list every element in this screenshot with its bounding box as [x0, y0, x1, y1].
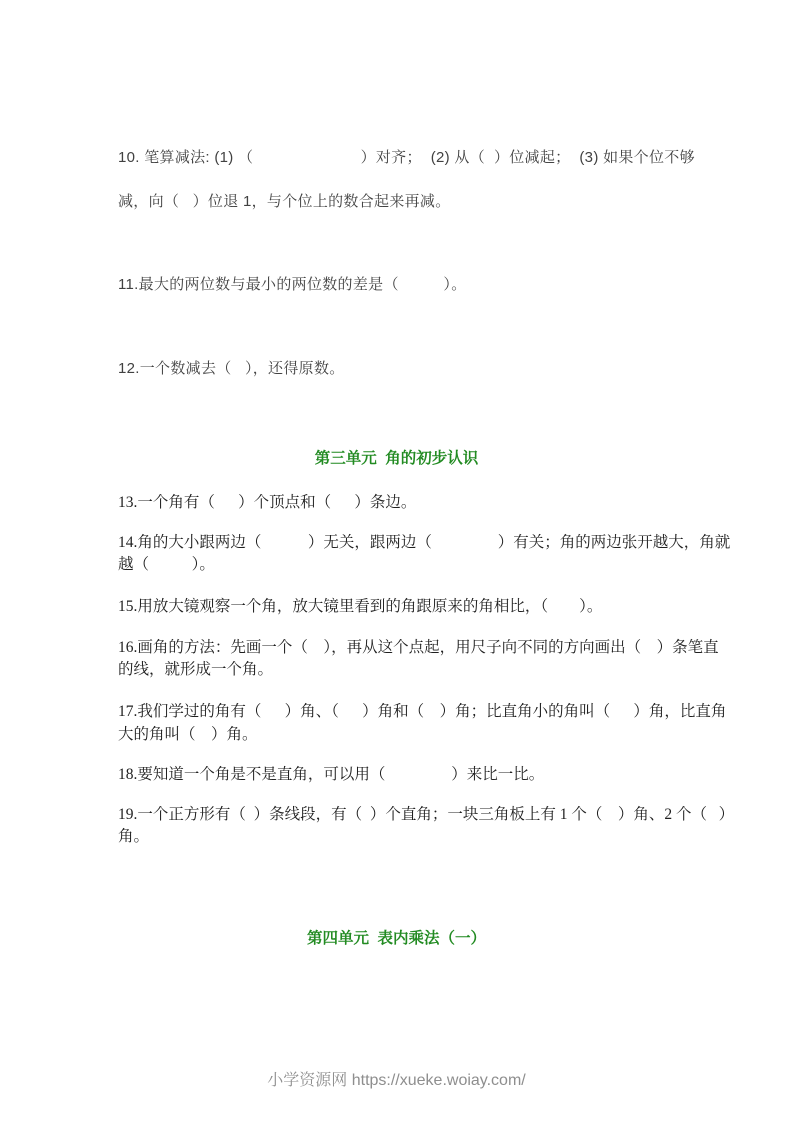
question-19-line-2: 角。 — [118, 828, 150, 845]
question-16-line-1: 16.画角的方法：先画一个（ ），再从这个点起，用尺子向不同的方向画出（ ）条笔直 — [118, 639, 719, 656]
question-17-line-1: 17.我们学过的角有（ ）角、（ ）角和（ ）角；比直角小的角叫（ ）角，比直角 — [118, 703, 727, 720]
footer-url-link[interactable]: https://xueke.woiay.com/ — [351, 1072, 526, 1089]
unit-3-heading: 第三单元 角的初步认识 — [314, 450, 479, 467]
unit-4-heading: 第四单元 表内乘法（一） — [306, 930, 487, 947]
question-13: 13.一个角有（ ）个顶点和（ ）条边。 — [118, 494, 417, 511]
question-16-line-2: 的线，就形成一个角。 — [118, 661, 274, 678]
question-14-line-1: 14.角的大小跟两边（ ）无关，跟两边（ ）有关；角的两边张开越大，角就 — [118, 534, 731, 551]
footer-site-name: 小学资源网 — [267, 1072, 352, 1089]
question-19-line-1: 19.一个正方形有（ ）条线段，有（ ）个直角；一块三角板上有 1 个（ ）角、2 个（ ） — [118, 806, 735, 823]
question-18: 18.要知道一个角是不是直角，可以用（ ）来比一比。 — [118, 766, 545, 783]
question-15: 15.用放大镜观察一个角，放大镜里看到的角跟原来的角相比，（ ）。 — [118, 598, 603, 615]
question-17-line-2: 大的角叫（ ）角。 — [118, 726, 258, 743]
question-12: 12.一个数减去（ ），还得原数。 — [118, 360, 345, 377]
question-10-line-1: 10. 笔算减法: (1) （ ）对齐； (2) 从（ ）位减起； (3) 如果个位不够 — [118, 149, 695, 166]
question-10-line-2: 减，向（ ）位退 1，与个位上的数合起来再减。 — [118, 193, 451, 210]
question-11: 11.最大的两位数与最小的两位数的差是（ ）。 — [118, 276, 467, 293]
footer-watermark — [0, 1067, 793, 1090]
question-14-line-2: 越（ ）。 — [118, 556, 215, 573]
